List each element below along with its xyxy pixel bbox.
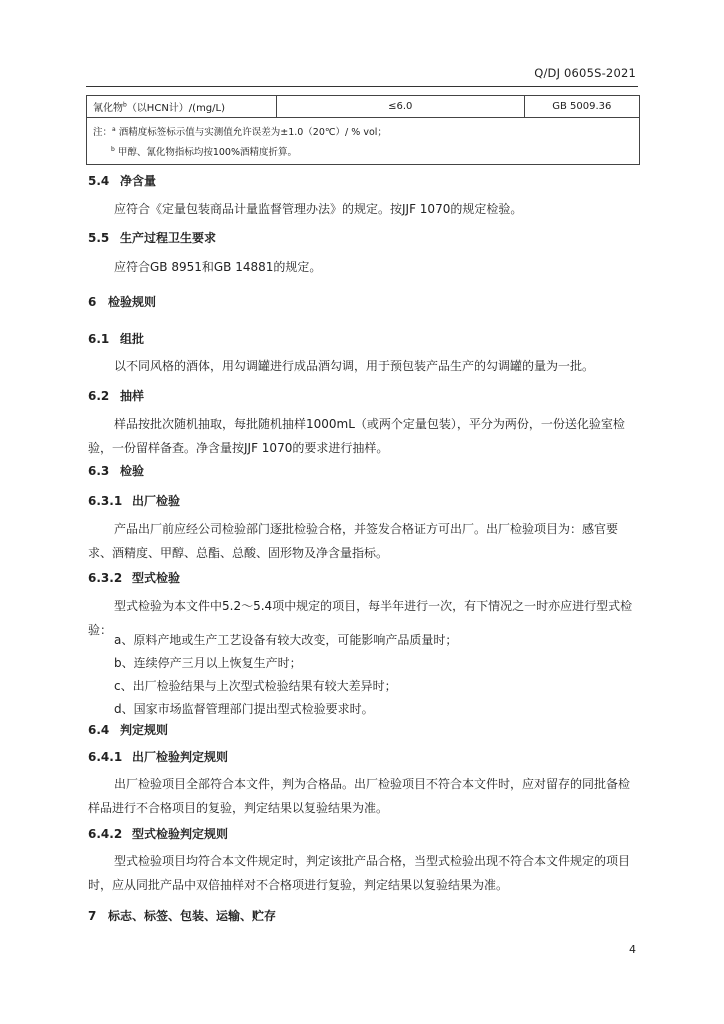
header-rule [86, 86, 638, 87]
paragraph-6-1: 以不同风格的酒体，用勾调罐进行成品酒勾调，用于预包装产品生产的勾调罐的量为一批。 [114, 359, 595, 373]
table-notes [87, 118, 640, 165]
paragraph-5-4: 应符合《定量包装商品计量监督管理办法》的规定。按JJF 1070的规定检验。 [114, 202, 523, 216]
limit-cell: ≤6.0 [276, 96, 524, 118]
method-cell: GB 5009.36 [524, 96, 639, 118]
table-notes-row [87, 118, 640, 165]
heading-6-4-1: 6.4.1 出厂检验判定规则 [88, 750, 229, 764]
heading-6-4: 6.4 判定规则 [88, 723, 169, 737]
list-item: d、国家市场监督管理部门提出型式检验要求时。 [114, 702, 374, 716]
item-cell: 氰化物$^b$（以HCN计）/(mg/L) [87, 96, 277, 118]
paragraph-5-5: 应符合GB 8951和GB 14881的规定。 [114, 260, 322, 274]
heading-5-5: 5.5 生产过程卫生要求 [88, 231, 217, 245]
spec-table [86, 95, 640, 165]
list-item: a、原料产地或生产工艺设备有较大改变，可能影响产品质量时； [114, 633, 458, 647]
paragraph-6-3-1: 产品出厂前应经公司检验部门逐批检验合格，并签发合格证方可出厂。出厂检验项目为：感官要求、酒精度、甲醇、总酯、总酸、固形物及净含量指标。 [88, 522, 619, 560]
note-a: 注：$^a$ 酒精度标签标示值与实测值允许误差为±1.0（20℃）/ % vol； [93, 126, 387, 139]
paragraph-6-4-1: 出厂检验项目全部符合本文件，判为合格品。出厂检验项目不符合本文件时，应对留存的同批备检样品进行不合格项目的复验，判定结果以复验结果为准。 [88, 777, 631, 815]
standard-code: Q/DJ 0605S-2021 [534, 66, 636, 80]
paragraph-6-3-2: 型式检验为本文件中5.2～5.4项中规定的项目，每半年进行一次，有下情况之一时亦应进行型式检验： [88, 599, 633, 637]
paragraph-6-2: 样品按批次随机抽取，每批随机抽样1000mL（或两个定量包装），平分为两份，一份送化验室检验，一份留样备查。净含量按JJF 1070的要求进行抽样。 [88, 417, 625, 455]
heading-6-1: 6.1 组批 [88, 332, 145, 346]
list-item: b、连续停产三月以上恢复生产时； [114, 656, 302, 670]
list-item: c、出厂检验结果与上次型式检验结果有较大差异时； [114, 679, 397, 693]
table-row [87, 96, 640, 118]
heading-6-2: 6.2 抽样 [88, 389, 145, 403]
heading-6-3-1: 6.3.1 出厂检验 [88, 494, 181, 508]
page-number: 4 [629, 943, 636, 956]
note-b: $^b$ 甲醇、氰化物指标均按100%酒精度折算。 [111, 146, 298, 159]
heading-6-3-2: 6.3.2 型式检验 [88, 571, 181, 585]
heading-6-3: 6.3 检验 [88, 464, 145, 478]
heading-7: 7 标志、标签、包装、运输、贮存 [88, 909, 277, 923]
heading-6-4-2: 6.4.2 型式检验判定规则 [88, 827, 229, 841]
list-6-3-2 [88, 629, 640, 721]
paragraph-6-4-2: 型式检验项目均符合本文件规定时，判定该批产品合格，当型式检验出现不符合本文件规定的项目时，应从同批产品中双倍抽样对不合格项进行复验，判定结果以复验结果为准。 [88, 854, 631, 892]
heading-5-4: 5.4 净含量 [88, 174, 157, 188]
heading-6: 6 检验规则 [88, 295, 157, 309]
